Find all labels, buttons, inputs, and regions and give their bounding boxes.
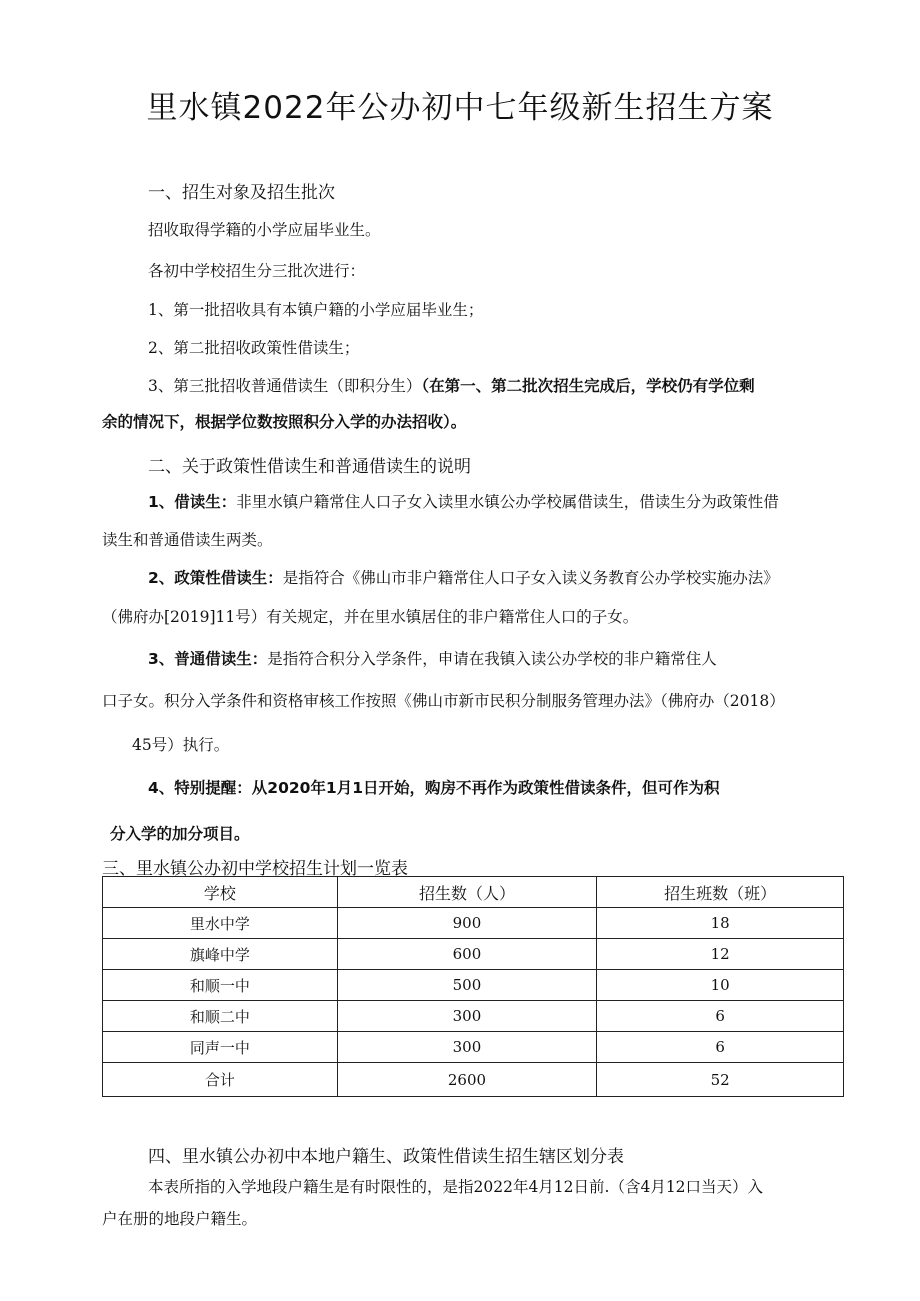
- students-cell: 300: [337, 1032, 597, 1063]
- definition-item: [148, 566, 779, 588]
- enrollment-plan-table: [102, 876, 844, 1097]
- total-classes-cell: 52: [597, 1063, 844, 1097]
- table-total-row: [103, 1063, 844, 1097]
- section-3-heading: 三、里水镇公办初中学校招生计划一览表: [102, 859, 408, 879]
- term-label: 3、普通借读生：: [148, 650, 268, 668]
- students-cell: 500: [337, 970, 597, 1001]
- classes-cell: 10: [597, 970, 844, 1001]
- classes-cell: 12: [597, 939, 844, 970]
- paragraph: 45号）执行。: [132, 736, 230, 754]
- table-row: [103, 1032, 844, 1063]
- table-row: [103, 939, 844, 970]
- paragraph: 口子女。积分入学条件和资格审核工作按照《佛山市新市民积分制服务管理办法》（佛府办（2018）: [102, 692, 785, 710]
- definition-item: [148, 647, 717, 669]
- classes-cell: 6: [597, 1001, 844, 1032]
- emphasis-text: 余的情况下，根据学位数按照积分入学的办法招收）。: [102, 413, 467, 431]
- school-cell: 同声一中: [103, 1032, 338, 1063]
- students-cell: 600: [337, 939, 597, 970]
- column-header: 招生数（人）: [337, 877, 597, 908]
- table-row: [103, 908, 844, 939]
- paragraph: 招收取得学籍的小学应届毕业生。: [148, 221, 381, 239]
- students-cell: 900: [337, 908, 597, 939]
- emphasis-text: （在第一、第二批次招生完成后，学校仍有学位剩: [421, 377, 755, 395]
- classes-cell: 18: [597, 908, 844, 939]
- paragraph: （佛府办[2019]11号）有关规定，并在里水镇居住的非户籍常住人口的子女。: [102, 608, 639, 626]
- total-students-cell: 2600: [337, 1063, 597, 1097]
- school-cell: 和顺二中: [103, 1001, 338, 1032]
- section-4-heading: 四、里水镇公办初中本地户籍生、政策性借读生招生辖区划分表: [148, 1147, 624, 1167]
- paragraph: 本表所指的入学地段户籍生是有时限性的，是指2022年4月12日前.（含4月12口当天）入: [148, 1178, 764, 1196]
- term-label: 1、借读生：: [148, 493, 237, 511]
- section-1-heading: 一、招生对象及招生批次: [148, 183, 335, 203]
- school-cell: 旗峰中学: [103, 939, 338, 970]
- list-item: [148, 374, 755, 396]
- term-text: 非里水镇户籍常住人口子女入读里水镇公办学校属借读生，借读生分为政策性借: [236, 493, 779, 511]
- section-2-heading: 二、关于政策性借读生和普通借读生的说明: [148, 457, 471, 477]
- column-header: 招生班数（班）: [597, 877, 844, 908]
- total-label-cell: 合计: [103, 1063, 338, 1097]
- table-row: [103, 1001, 844, 1032]
- definition-item: [148, 490, 779, 512]
- table-header-row: [103, 877, 844, 908]
- list-item: 1、第一批招收具有本镇户籍的小学应届毕业生；: [148, 301, 484, 319]
- term-text: 是指符合《佛山市非户籍常住人口子女入读义务教育公办学校实施办法》: [282, 569, 779, 587]
- column-header: 学校: [103, 877, 338, 908]
- notice-text: 4、特别提醒：从2020年1月1日开始，购房不再作为政策性借读条件，但可作为积: [148, 779, 720, 797]
- paragraph: 户在册的地段户籍生。: [102, 1210, 258, 1228]
- list-item-text: 3、第三批招收普通借读生（即积分生）: [148, 377, 422, 395]
- students-cell: 300: [337, 1001, 597, 1032]
- notice-text: 分入学的加分项目。: [110, 825, 250, 843]
- school-cell: 里水中学: [103, 908, 338, 939]
- paragraph: 读生和普通借读生两类。: [102, 531, 273, 549]
- term-text: 是指符合积分入学条件，申请在我镇入读公办学校的非户籍常住人: [267, 650, 717, 668]
- list-item: 2、第二批招收政策性借读生；: [148, 339, 360, 357]
- page-title: 里水镇2022年公办初中七年级新生招生方案: [146, 90, 774, 126]
- classes-cell: 6: [597, 1032, 844, 1063]
- term-label: 2、政策性借读生：: [148, 569, 283, 587]
- school-cell: 和顺一中: [103, 970, 338, 1001]
- table-row: [103, 970, 844, 1001]
- paragraph: 各初中学校招生分三批次进行：: [148, 262, 366, 280]
